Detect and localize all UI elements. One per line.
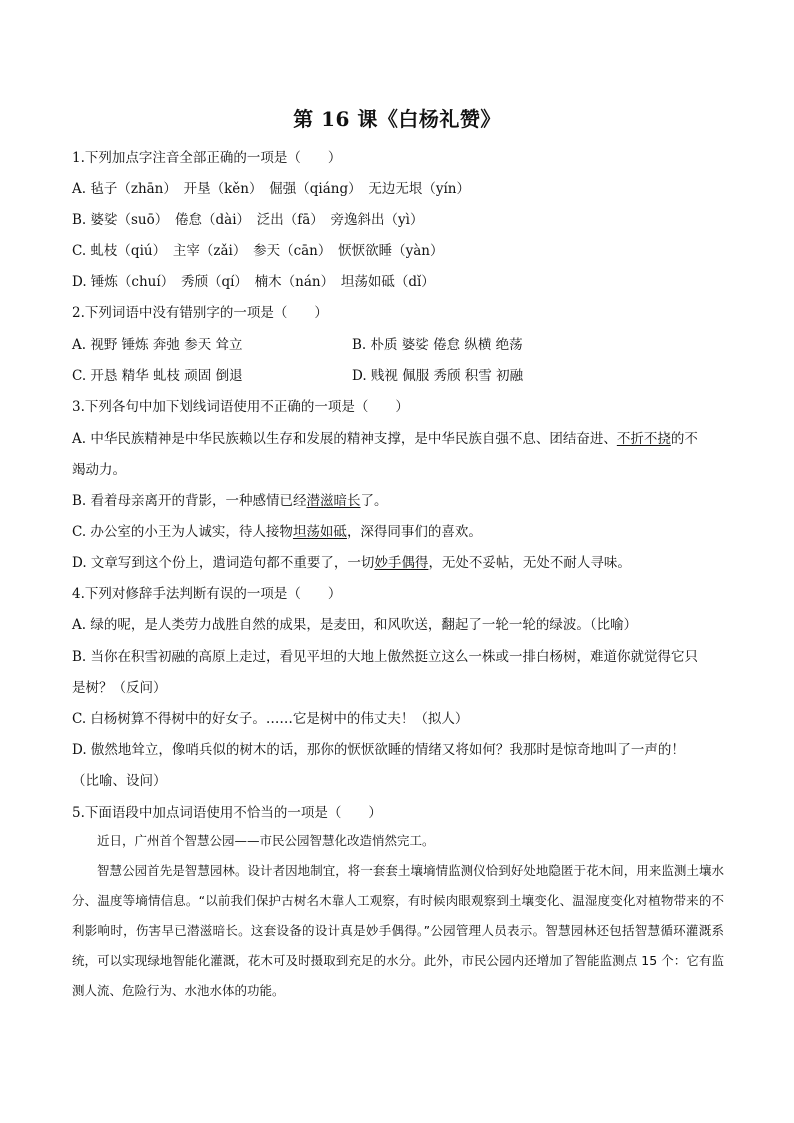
option-b-text-end: 了。 bbox=[360, 493, 388, 509]
option-a-text-end: 的不 bbox=[670, 431, 698, 447]
question-3-option-c bbox=[72, 520, 732, 540]
question-4-option-b-cont: 是树？（反问） bbox=[72, 680, 167, 696]
option-c-text: C. 办公室的小王为人诚实，待人接物 bbox=[72, 524, 293, 540]
option-d-text-end: ，无处不妥帖，无处不耐人寻味。 bbox=[428, 555, 631, 571]
passage-paragraph-2: 智慧公园首先是智慧园林。设计者因地制宜，将一套套土壤墒情监测仪恰到好处地隐匿于花木间，用来监测土壤水分、温度等墒情信息。“以前我们保护古树名木靠人工观察，有时候肉眼观察到土壤变化、温湿度变化对植物带来的不利影响时，伤害早已潜滋暗长。这套设备的设计真是妙手偶得。”公园管理人员表示。智慧园林还包括智慧循环灌溉系统，可以实现绿地智能化灌溉，花木可及时摄取到充足的水分。此外，市民公园内还增加了智能监测点 15 个：它有监测人流、危险行为、水池水体的功能。 bbox=[72, 863, 724, 998]
underlined-phrase: 不折不挠 bbox=[616, 431, 671, 447]
underlined-phrase: 妙手偶得 bbox=[374, 555, 429, 571]
question-3-option-d bbox=[72, 551, 732, 571]
question-2-option-d: D. 贱视 佩服 秀颀 积雪 初融 bbox=[352, 368, 524, 384]
question-4-option-d: D. 傲然地耸立，像哨兵似的树木的话，那你的恹恹欲睡的情绪又将如何？我那时是惊奇地叫了一声的！ bbox=[72, 742, 685, 758]
question-4-option-d-cont: （比喻、设问） bbox=[72, 773, 167, 789]
option-c-text-end: ，深得同事们的喜欢。 bbox=[346, 524, 482, 540]
underlined-phrase: 坦荡如砥 bbox=[292, 524, 347, 540]
question-3-stem: 3.下列各句中加下划线词语使用不正确的一项是（ ） bbox=[72, 399, 409, 415]
question-1-option-b: B. 婆娑（suō） 倦怠（dài） 泛出（fā） 旁逸斜出（yì） bbox=[72, 212, 424, 228]
question-2-stem: 2.下列词语中没有错别字的一项是（ ） bbox=[72, 305, 328, 321]
question-4-option-c: C. 白杨树算不得树中的好女子。……它是树中的伟丈夫！（拟人） bbox=[72, 711, 469, 727]
question-4-option-b: B. 当你在积雪初融的高原上走过，看见平坦的大地上傲然挺立这么一株或一排白杨树，难道你就觉得它只 bbox=[72, 649, 699, 665]
question-3-option-a-cont: 竭动力。 bbox=[72, 462, 126, 478]
question-2-option-b: B. 朴质 婆娑 倦怠 纵横 绝荡 bbox=[352, 337, 523, 353]
passage-paragraph-1: 近日，广州首个智慧公园——市民公园智慧化改造悄然完工。 bbox=[97, 833, 435, 848]
question-1-option-c: C. 虬枝（qiú） 主宰（zǎi） 参天（cān） 恹恹欲睡（yàn） bbox=[72, 243, 444, 259]
question-2-option-c: C. 开恳 精华 虬枝 顽固 倒退 bbox=[72, 368, 243, 384]
question-2-option-a: A. 视野 锤炼 奔弛 参天 耸立 bbox=[72, 337, 243, 353]
question-5-stem: 5.下面语段中加点词语使用不恰当的一项是（ ） bbox=[72, 805, 382, 821]
question-3-option-a bbox=[72, 427, 732, 447]
question-3-option-b bbox=[72, 489, 732, 509]
question-1-stem: 1.下列加点字注音全部正确的一项是（ ） bbox=[72, 150, 342, 166]
question-1-option-a: A. 毡子（zhān） 开垦（kěn） 倔强（qiáng） 无边无垠（yín） bbox=[72, 181, 470, 197]
option-a-text: A. 中华民族精神是中华民族赖以生存和发展的精神支撑，是中华民族自强不息、团结奋进、 bbox=[72, 431, 617, 447]
question-4-stem: 4.下列对修辞手法判断有误的一项是（ ） bbox=[72, 586, 342, 602]
page-title: 第 16 课《白杨礼赞》 bbox=[293, 107, 501, 131]
option-b-text: B. 看着母亲离开的背影，一种感情已经 bbox=[72, 493, 307, 509]
option-d-text: D. 文章写到这个份上，遣词造句都不重要了，一切 bbox=[72, 555, 375, 571]
underlined-phrase: 潜滋暗长 bbox=[306, 493, 361, 509]
question-1-option-d: D. 锤炼（chuí） 秀颀（qí） 楠木（nán） 坦荡如砥（dǐ） bbox=[72, 274, 435, 290]
question-5-passage bbox=[72, 826, 724, 1006]
question-4-option-a: A. 绿的呢，是人类劳力战胜自然的成果，是麦田，和风吹送，翻起了一轮一轮的绿波。（比喻） bbox=[72, 617, 638, 633]
